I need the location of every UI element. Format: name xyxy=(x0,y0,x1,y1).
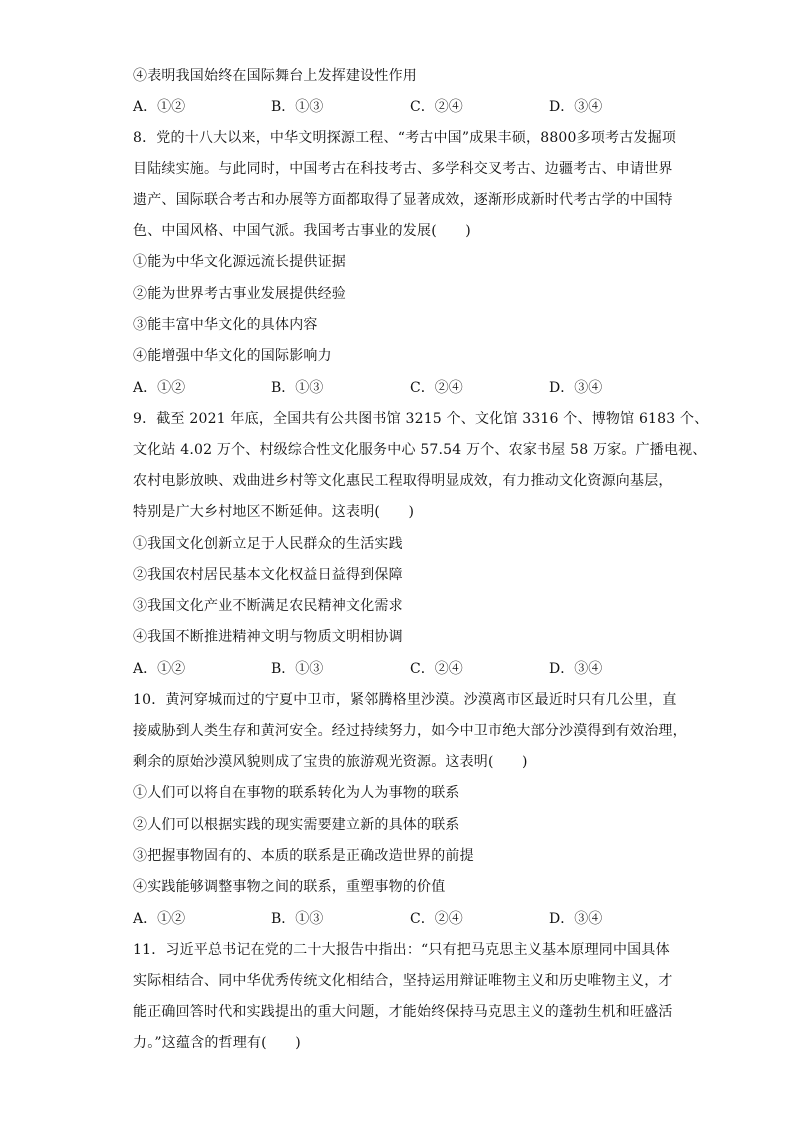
q8-item-1: ①能为中华文化源远流长提供证据 xyxy=(133,254,346,270)
q8-option-d[interactable]: D．③④ xyxy=(549,380,603,396)
q10-item-4: ④实践能够调整事物之间的联系，重塑事物的价值 xyxy=(133,879,446,895)
q11-stem-line-4: 力。”这蕴含的哲理有( ) xyxy=(133,1035,301,1051)
q9-option-d[interactable]: D．③④ xyxy=(549,661,603,677)
q8-option-c[interactable]: C．②④ xyxy=(410,380,463,396)
q10-stem-line-1: 10．黄河穿城而过的宁夏中卫市，紧邻腾格里沙漠。沙漠离市区最近时只有几公里，直 xyxy=(133,692,677,708)
q10-item-2: ②人们可以根据实践的现实需要建立新的具体的联系 xyxy=(133,817,460,833)
q10-option-d[interactable]: D．③④ xyxy=(549,911,603,927)
q8-option-a[interactable]: A．①② xyxy=(133,380,186,396)
q9-option-b[interactable]: B．①③ xyxy=(271,661,324,677)
q11-stem-line-2: 实际相结合、同中华优秀传统文化相结合，坚持运用辩证唯物主义和历史唯物主义，才 xyxy=(133,973,673,989)
q9-stem-line-1: 9．截至 2021 年底，全国共有公共图书馆 3215 个、文化馆 3316 个、博物馆 6183 个、 xyxy=(133,411,709,427)
q9-stem-line-4: 特别是广大乡村地区不断延伸。这表明( ) xyxy=(133,504,415,520)
q7-option-d[interactable]: D．③④ xyxy=(549,99,603,115)
q9-item-1: ①我国文化创新立足于人民群众的生活实践 xyxy=(133,536,403,552)
q9-option-a[interactable]: A．①② xyxy=(133,661,186,677)
q7-item-4: ④表明我国始终在国际舞台上发挥建设性作用 xyxy=(133,68,417,84)
q8-stem-line-1: 8．党的十八大以来，中华文明探源工程、“考古中国”成果丰硕，8800多项考古发掘项 xyxy=(133,130,677,146)
q7-option-b[interactable]: B．①③ xyxy=(271,99,324,115)
q10-option-b[interactable]: B．①③ xyxy=(271,911,324,927)
q7-option-a[interactable]: A．①② xyxy=(133,99,186,115)
q10-option-c[interactable]: C．②④ xyxy=(410,911,463,927)
q8-item-4: ④能增强中华文化的国际影响力 xyxy=(133,348,332,364)
q9-item-3: ③我国文化产业不断满足农民精神文化需求 xyxy=(133,598,403,614)
q10-stem-line-3: 剩余的原始沙漠风貌则成了宝贵的旅游观光资源。这表明( ) xyxy=(133,754,528,770)
q9-stem-line-3: 农村电影放映、戏曲进乡村等文化惠民工程取得明显成效，有力推动文化资源向基层， xyxy=(133,473,673,489)
q8-options xyxy=(133,378,653,398)
q8-stem-line-3: 遗产、国际联合考古和办展等方面都取得了显著成效，逐渐形成新时代考古学的中国特 xyxy=(133,192,673,208)
q9-option-c[interactable]: C．②④ xyxy=(410,661,463,677)
q9-item-2: ②我国农村居民基本文化权益日益得到保障 xyxy=(133,567,403,583)
q9-options xyxy=(133,659,653,679)
q9-item-4: ④我国不断推进精神文明与物质文明相协调 xyxy=(133,629,403,645)
q9-stem-line-2: 文化站 4.02 万个、村级综合性文化服务中心 57.54 万个、农家书屋 58 万家。广播电视、 xyxy=(133,442,707,458)
q10-option-a[interactable]: A．①② xyxy=(133,911,186,927)
q8-item-3: ③能丰富中华文化的具体内容 xyxy=(133,317,318,333)
q10-options xyxy=(133,909,653,929)
q11-stem-line-3: 能正确回答时代和实践提出的重大问题，才能始终保持马克思主义的蓬勃生机和旺盛活 xyxy=(133,1004,673,1020)
q10-item-1: ①人们可以将自在事物的联系转化为人为事物的联系 xyxy=(133,785,460,801)
q8-item-2: ②能为世界考古事业发展提供经验 xyxy=(133,286,346,302)
q8-stem-line-4: 色、中国风格、中国气派。我国考古事业的发展( ) xyxy=(133,223,471,239)
q8-stem-line-2: 目陆续实施。与此同时，中国考古在科技考古、多学科交叉考古、边疆考古、申请世界 xyxy=(133,161,673,177)
q7-option-c[interactable]: C．②④ xyxy=(410,99,463,115)
q10-item-3: ③把握事物固有的、本质的联系是正确改造世界的前提 xyxy=(133,848,474,864)
q7-options xyxy=(133,97,653,117)
q10-stem-line-2: 接威胁到人类生存和黄河安全。经过持续努力，如今中卫市绝大部分沙漠得到有效治理， xyxy=(133,723,687,739)
q8-option-b[interactable]: B．①③ xyxy=(271,380,324,396)
q11-stem-line-1: 11．习近平总书记在党的二十大报告中指出：“只有把马克思主义基本原理同中国具体 xyxy=(133,942,670,958)
